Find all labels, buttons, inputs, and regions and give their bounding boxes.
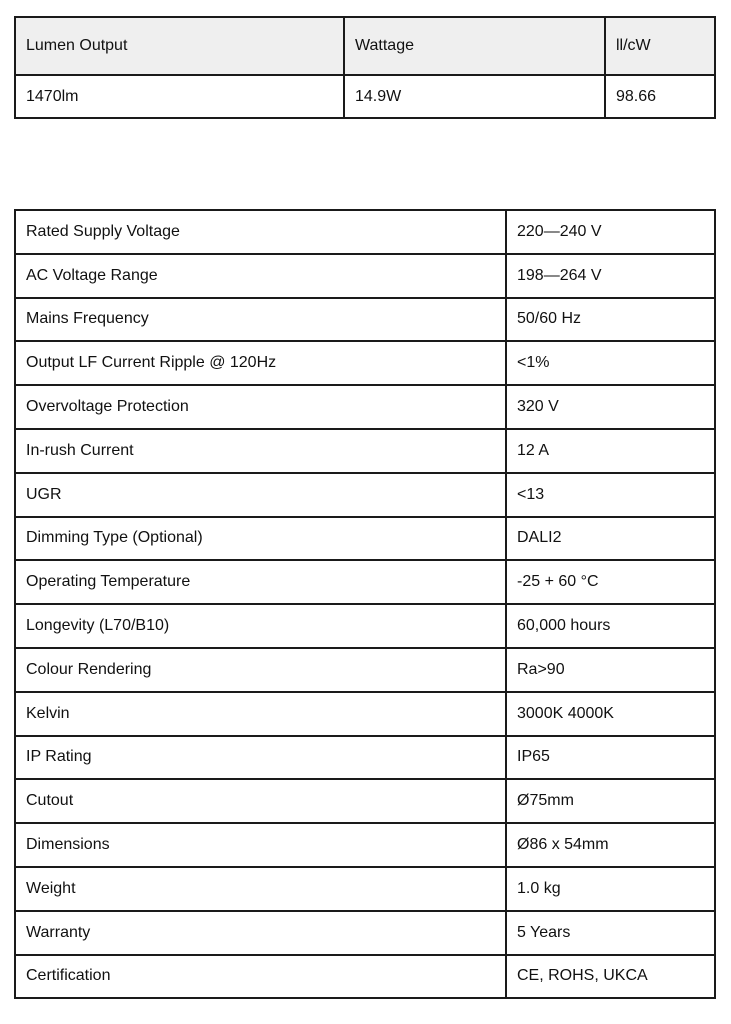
- spec-label: Output LF Current Ripple @ 120Hz: [15, 341, 506, 385]
- spec-value: <1%: [506, 341, 715, 385]
- spec-value: 220—240 V: [506, 210, 715, 254]
- spec-label: Rated Supply Voltage: [15, 210, 506, 254]
- spec-row: [15, 736, 715, 780]
- spec-value: 60,000 hours: [506, 604, 715, 648]
- spec-value: 198—264 V: [506, 254, 715, 298]
- spec-value: 3000K 4000K: [506, 692, 715, 736]
- spec-label: Longevity (L70/B10): [15, 604, 506, 648]
- spec-value: Ø86 x 54mm: [506, 823, 715, 867]
- spec-label: Overvoltage Protection: [15, 385, 506, 429]
- spec-row: [15, 385, 715, 429]
- spec-label: Weight: [15, 867, 506, 911]
- spec-row: [15, 911, 715, 955]
- spec-value: 1.0 kg: [506, 867, 715, 911]
- spec-value: CE, ROHS, UKCA: [506, 955, 715, 999]
- spec-label: UGR: [15, 473, 506, 517]
- spec-label: Dimming Type (Optional): [15, 517, 506, 561]
- performance-summary-table: [14, 16, 716, 119]
- spec-label: In-rush Current: [15, 429, 506, 473]
- spec-value: IP65: [506, 736, 715, 780]
- spec-row: [15, 692, 715, 736]
- spec-label: Dimensions: [15, 823, 506, 867]
- spec-value: Ra>90: [506, 648, 715, 692]
- spec-value: 320 V: [506, 385, 715, 429]
- spec-label: IP Rating: [15, 736, 506, 780]
- header-wattage: Wattage: [344, 17, 605, 75]
- value-lumen-output: 1470lm: [15, 75, 344, 118]
- spec-row: [15, 560, 715, 604]
- spec-row: [15, 254, 715, 298]
- spec-row: [15, 517, 715, 561]
- spec-value: 12 A: [506, 429, 715, 473]
- spec-value: DALI2: [506, 517, 715, 561]
- spec-row: [15, 648, 715, 692]
- spec-row: [15, 429, 715, 473]
- spec-row: [15, 955, 715, 999]
- value-efficacy: 98.66: [605, 75, 715, 118]
- spec-value: Ø75mm: [506, 779, 715, 823]
- spec-row: [15, 604, 715, 648]
- spec-label: Operating Temperature: [15, 560, 506, 604]
- spec-row: [15, 298, 715, 342]
- summary-value-row: [15, 75, 715, 118]
- spec-label: Kelvin: [15, 692, 506, 736]
- spec-label: Colour Rendering: [15, 648, 506, 692]
- spec-value: <13: [506, 473, 715, 517]
- spec-value: -25 + 60 °C: [506, 560, 715, 604]
- spec-row: [15, 341, 715, 385]
- spec-row: [15, 823, 715, 867]
- spec-label: Cutout: [15, 779, 506, 823]
- spec-label: Mains Frequency: [15, 298, 506, 342]
- spec-label: Warranty: [15, 911, 506, 955]
- spec-label: Certification: [15, 955, 506, 999]
- spec-row: [15, 210, 715, 254]
- specification-table: [14, 209, 716, 999]
- spec-row: [15, 779, 715, 823]
- spec-label: AC Voltage Range: [15, 254, 506, 298]
- spec-row: [15, 473, 715, 517]
- header-lumen-output: Lumen Output: [15, 17, 344, 75]
- spec-value: 50/60 Hz: [506, 298, 715, 342]
- summary-header-row: [15, 17, 715, 75]
- spec-row: [15, 867, 715, 911]
- header-efficacy: ll/cW: [605, 17, 715, 75]
- value-wattage: 14.9W: [344, 75, 605, 118]
- spec-value: 5 Years: [506, 911, 715, 955]
